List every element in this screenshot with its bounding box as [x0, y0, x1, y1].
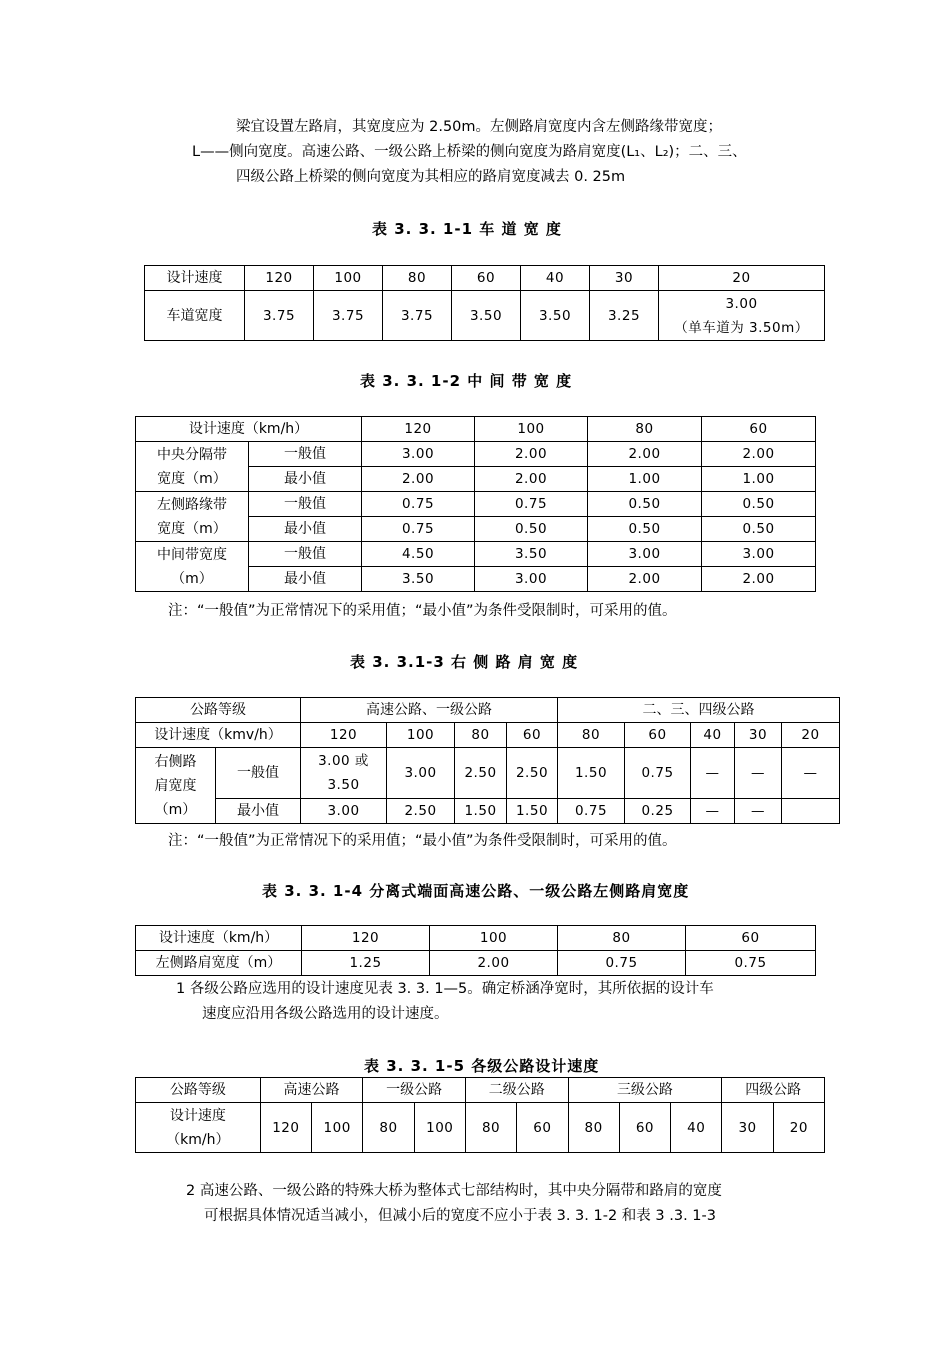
intro-line-3: 四级公路上桥梁的侧向宽度为其相应的路肩宽度减去 0. 25m — [236, 169, 626, 185]
width-cell: 0.75 — [558, 951, 686, 976]
general-cell: 3.00 — [387, 748, 455, 799]
speed-cell: 60 — [702, 417, 816, 442]
para1-line-1: 1 各级公路应选用的设计速度见表 3. 3. 1—5。确定桥涵净宽时，其所依据的设计车 — [176, 981, 714, 997]
speed-cell: 60 — [625, 723, 691, 748]
grade-cell: 一级公路 — [363, 1078, 466, 1103]
speed-cell: 100 — [314, 266, 383, 291]
value-cell: 3.50 — [362, 567, 475, 592]
para2-line-1: 2 高速公路、一级公路的特殊大桥为整体式七部结构时，其中央分隔带和路肩的宽度 — [186, 1183, 722, 1199]
intro-line-2: L——侧向宽度。高速公路、一级公路上桥梁的侧向宽度为路肩宽度(L₁、L₂)；二、三、 — [192, 144, 747, 160]
lane-width-table — [144, 265, 825, 341]
speed-cell: 80 — [568, 1103, 619, 1153]
grade-lower: 二、三、四级公路 — [558, 698, 840, 723]
table3-title: 表 3. 3.1-3 右 侧 路 肩 宽 度 — [350, 653, 579, 671]
grade-cell: 二级公路 — [465, 1078, 568, 1103]
speed-cell: 40 — [521, 266, 590, 291]
general-cell: 2.50 — [455, 748, 507, 799]
value-type: 一般值 — [249, 542, 362, 567]
general-first-b: 3.50 — [327, 777, 360, 793]
grade-cell: 高速公路 — [260, 1078, 363, 1103]
value-cell: 2.00 — [588, 442, 702, 467]
min-cell: 1.50 — [455, 799, 507, 824]
side-label-2: 肩宽度 — [154, 777, 197, 794]
value-cell: 2.00 — [475, 467, 588, 492]
min-cell: 0.25 — [625, 799, 691, 824]
speed-cell: 100 — [430, 926, 558, 951]
speed-cell: 30 — [735, 723, 782, 748]
last-width-value: 3.00 — [725, 295, 758, 312]
speed-cell: 20 — [782, 723, 840, 748]
min-cell: 2.50 — [387, 799, 455, 824]
value-cell: 0.50 — [475, 517, 588, 542]
general-label: 一般值 — [216, 748, 301, 799]
value-cell: 1.00 — [702, 467, 816, 492]
speed-cell: 80 — [455, 723, 507, 748]
speed-cell: 100 — [475, 417, 588, 442]
group-label-bottom: （m） — [171, 570, 213, 587]
speed-cell: 20 — [659, 266, 825, 291]
value-type: 最小值 — [249, 467, 362, 492]
speed-label — [136, 1103, 261, 1153]
table2-note: 注：“一般值”为正常情况下的采用值；“最小值”为条件受限制时，可采用的值。 — [168, 603, 677, 619]
group-label-top: 中央分隔带 — [157, 446, 227, 463]
para2-line-2: 可根据具体情况适当减小，但减小后的宽度不应小于表 3. 3. 1-2 和表 3 .3. 1-3 — [204, 1208, 716, 1224]
value-cell: 3.00 — [702, 542, 816, 567]
speed-label-2: （km/h） — [166, 1131, 230, 1148]
general-cell: 0.75 — [625, 748, 691, 799]
speed-label: 设计速度（km/h） — [136, 926, 302, 951]
speed-cell: 60 — [507, 723, 558, 748]
width-cell: 2.00 — [430, 951, 558, 976]
right-shoulder-table — [135, 697, 840, 824]
value-cell: 2.00 — [475, 442, 588, 467]
value-cell: 3.00 — [475, 567, 588, 592]
speed-label: 设计速度（kmv/h） — [136, 723, 301, 748]
width-cell: 3.75 — [383, 291, 452, 341]
side-label-1: 右侧路 — [154, 753, 197, 770]
speed-cell: 60 — [452, 266, 521, 291]
table4-title: 表 3. 3. 1-4 分离式端面高速公路、一级公路左侧路肩宽度 — [262, 882, 690, 900]
speed-cell: 80 — [588, 417, 702, 442]
value-cell: 3.00 — [588, 542, 702, 567]
speed-cell: 80 — [558, 926, 686, 951]
width-cell-last — [659, 291, 825, 341]
speed-cell: 60 — [686, 926, 816, 951]
value-cell: 2.00 — [702, 442, 816, 467]
min-label: 最小值 — [216, 799, 301, 824]
speed-cell: 100 — [414, 1103, 465, 1153]
table2-title: 表 3. 3. 1-2 中 间 带 宽 度 — [360, 372, 573, 390]
min-cell: — — [735, 799, 782, 824]
min-cell: 3.00 — [301, 799, 387, 824]
speed-cell: 30 — [722, 1103, 773, 1153]
group-label-top: 左侧路缘带 — [157, 496, 227, 513]
value-cell: 2.00 — [588, 567, 702, 592]
group-label-bottom: 宽度（m） — [157, 470, 227, 487]
median-width-table — [135, 416, 816, 592]
group-label-bottom: 宽度（m） — [157, 520, 227, 537]
value-type: 一般值 — [249, 492, 362, 517]
speed-cell: 20 — [773, 1103, 824, 1153]
speed-cell: 40 — [691, 723, 735, 748]
row-label-speed: 设计速度 — [145, 266, 245, 291]
value-cell: 3.00 — [362, 442, 475, 467]
speed-cell: 100 — [387, 723, 455, 748]
speed-label-1: 设计速度 — [169, 1107, 226, 1124]
general-cell: — — [782, 748, 840, 799]
group-label — [136, 542, 249, 592]
speed-cell: 60 — [619, 1103, 670, 1153]
width-cell: 0.75 — [686, 951, 816, 976]
value-cell: 2.00 — [362, 467, 475, 492]
general-cell: — — [735, 748, 782, 799]
general-first-a: 3.00 或 — [318, 753, 369, 769]
grade-label: 公路等级 — [136, 1078, 261, 1103]
speed-cell: 120 — [302, 926, 430, 951]
value-cell: 1.00 — [588, 467, 702, 492]
value-cell: 0.75 — [475, 492, 588, 517]
speed-cell: 120 — [245, 266, 314, 291]
width-cell: 3.75 — [314, 291, 383, 341]
speed-cell: 30 — [590, 266, 659, 291]
speed-cell: 120 — [362, 417, 475, 442]
grade-cell: 四级公路 — [722, 1078, 825, 1103]
speed-cell: 100 — [312, 1103, 363, 1153]
width-cell: 3.50 — [452, 291, 521, 341]
header-speed-label: 设计速度（km/h） — [136, 417, 362, 442]
speed-cell: 40 — [671, 1103, 722, 1153]
width-label: 左侧路肩宽度（m） — [136, 951, 302, 976]
grade-cell: 三级公路 — [568, 1078, 722, 1103]
min-cell — [782, 799, 840, 824]
general-first-cell — [301, 748, 387, 799]
min-cell: 0.75 — [558, 799, 625, 824]
group-label-top: 中间带宽度 — [157, 546, 227, 563]
value-cell: 0.50 — [702, 517, 816, 542]
group-label — [136, 442, 249, 492]
intro-line-1: 梁宜设置左路肩，其宽度应为 2.50m。左侧路肩宽度内含左侧路缘带宽度； — [236, 119, 723, 135]
table1-title: 表 3. 3. 1-1 车 道 宽 度 — [372, 220, 562, 238]
width-cell: 3.25 — [590, 291, 659, 341]
min-cell: 1.50 — [507, 799, 558, 824]
value-type: 最小值 — [249, 567, 362, 592]
min-cell: — — [691, 799, 735, 824]
row-label-lane-width: 车道宽度 — [145, 291, 245, 341]
width-cell: 3.75 — [245, 291, 314, 341]
last-width-note: （单车道为 3.50m） — [674, 319, 809, 336]
speed-cell: 120 — [301, 723, 387, 748]
speed-cell: 80 — [383, 266, 452, 291]
width-cell: 3.50 — [521, 291, 590, 341]
side-label-3: （m） — [154, 801, 197, 818]
value-cell: 0.50 — [588, 492, 702, 517]
design-speed-table — [135, 1077, 825, 1153]
speed-cell: 60 — [517, 1103, 568, 1153]
speed-cell: 120 — [260, 1103, 311, 1153]
speed-cell: 80 — [363, 1103, 414, 1153]
value-cell: 0.50 — [588, 517, 702, 542]
left-shoulder-table — [135, 925, 816, 976]
width-cell: 1.25 — [302, 951, 430, 976]
general-cell: 1.50 — [558, 748, 625, 799]
table3-note: 注：“一般值”为正常情况下的采用值；“最小值”为条件受限制时，可采用的值。 — [168, 833, 677, 849]
grade-label: 公路等级 — [136, 698, 301, 723]
speed-cell: 80 — [465, 1103, 516, 1153]
grade-highway: 高速公路、一级公路 — [301, 698, 558, 723]
side-label — [136, 748, 216, 824]
general-cell: — — [691, 748, 735, 799]
value-cell: 0.75 — [362, 517, 475, 542]
value-cell: 3.50 — [475, 542, 588, 567]
value-cell: 0.75 — [362, 492, 475, 517]
value-cell: 2.00 — [702, 567, 816, 592]
value-cell: 0.50 — [702, 492, 816, 517]
value-cell: 4.50 — [362, 542, 475, 567]
value-type: 最小值 — [249, 517, 362, 542]
speed-cell: 80 — [558, 723, 625, 748]
value-type: 一般值 — [249, 442, 362, 467]
general-cell: 2.50 — [507, 748, 558, 799]
table5-title: 表 3. 3. 1-5 各级公路设计速度 — [364, 1057, 600, 1075]
group-label — [136, 492, 249, 542]
para1-line-2: 速度应沿用各级公路选用的设计速度。 — [202, 1006, 449, 1022]
